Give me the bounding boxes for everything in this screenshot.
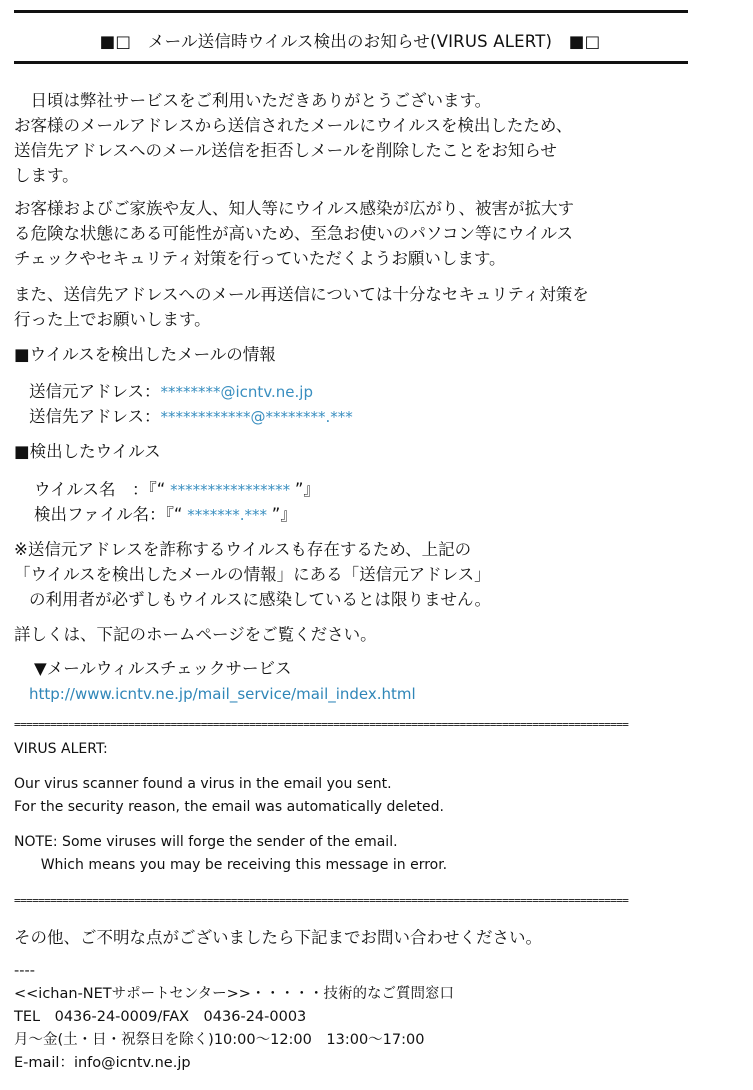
service-link-block xyxy=(14,682,416,707)
recipient-address-label: 送信先アドレス： xyxy=(29,407,161,426)
phone-fax-line: TEL 0436-24-0009/FAX 0436-24-0003 xyxy=(14,1009,307,1025)
mail-info-heading: ■ウイルスを検出したメールの情報 xyxy=(14,345,276,364)
support-center-line: <<ichan-NETサポートセンター>>・・・・・技術的なご質問窓口 xyxy=(14,986,454,1002)
support-email-line: E-mail：info@icntv.ne.jp xyxy=(14,1055,191,1071)
business-hours-line: 月～金(土・日・祝祭日を除く)10:00～12:00 13:00～17:00 xyxy=(14,1032,425,1048)
text-line: の利用者が必ずしもウイルスに感染しているとは限りません。 xyxy=(29,590,491,609)
text-line: また、送信先アドレスへのメール再送信については十分なセキュリティ対策を xyxy=(14,285,589,304)
recipient-address-value: ************@********.*** xyxy=(160,408,353,426)
top-rule xyxy=(14,10,688,13)
text-line: 行った上でお願いします。 xyxy=(14,310,211,329)
footer-dashes: ---- xyxy=(14,963,35,979)
contact-line: その他、ご不明な点がございましたら下記までお問い合わせください。 xyxy=(14,928,542,947)
english-note-1: NOTE: Some viruses will forge the sender of the email. xyxy=(14,834,398,850)
detected-file-row xyxy=(34,502,320,527)
alert-title: ■□ メール送信時ウイルス検出のお知らせ(VIRUS ALERT) ■□ xyxy=(99,32,601,51)
virus-info-details xyxy=(14,477,320,527)
text-line: 日頃は弊社サービスをご利用いただきありがとうございます。 xyxy=(14,91,492,110)
service-label: ▼メールウィルスチェックサービス xyxy=(34,659,292,678)
separator-line: ====================================================================================================== xyxy=(14,895,629,907)
english-note-2: Which means you may be receiving this message in error. xyxy=(14,857,448,873)
virus-info-heading: ■検出したウイルス xyxy=(14,442,161,461)
recipient-address-row xyxy=(29,404,353,429)
separator-line: ====================================================================================================== xyxy=(14,719,629,731)
english-line-1: Our virus scanner found a virus in the email you sent. xyxy=(14,776,392,792)
text-line: ※送信元アドレスを詐称するウイルスも存在するため、上記の xyxy=(14,540,472,559)
intro-paragraph-1 xyxy=(14,88,572,188)
intro-paragraph-2 xyxy=(14,196,574,271)
text-line: お客様およびご家族や友人、知人等にウイルス感染が広がり、被害が拡大す xyxy=(14,199,575,218)
text-line: します。 xyxy=(14,166,79,185)
sender-address-row xyxy=(29,379,353,404)
detected-file-close: ”』 xyxy=(271,505,297,524)
bottom-rule xyxy=(14,61,688,64)
text-line: チェックやセキュリティ対策を行っていただくようお願いします。 xyxy=(14,249,506,268)
virus-name-value: **************** xyxy=(165,481,295,499)
mail-info-details xyxy=(14,379,353,429)
english-heading: VIRUS ALERT: xyxy=(14,741,108,757)
mail-info-section xyxy=(14,342,276,367)
text-line: る危険な状態にある可能性が高いため、至急お使いのパソコン等にウイルス xyxy=(14,224,574,243)
details-section xyxy=(14,622,377,647)
detected-file-label: 検出ファイル名：『“ xyxy=(34,505,183,524)
virus-info-section xyxy=(14,439,161,464)
details-text: 詳しくは、下記のホームページをご覧ください。 xyxy=(14,625,377,644)
footer-support-block xyxy=(14,960,454,1075)
service-url-link[interactable]: http://www.icntv.ne.jp/mail_service/mail_index.html xyxy=(29,685,416,703)
english-line-2: For the security reason, the email was automatically deleted. xyxy=(14,799,444,815)
intro-paragraph-3 xyxy=(14,282,589,332)
virus-name-close: ”』 xyxy=(294,480,320,499)
sender-address-label: 送信元アドレス： xyxy=(29,382,161,401)
text-line: 送信先アドレスへのメール送信を拒否しメールを削除したことをお知らせ xyxy=(14,141,557,160)
spoof-note xyxy=(14,537,491,612)
service-block xyxy=(14,656,292,681)
text-line: 「ウイルスを検出したメールの情報」にある「送信元アドレス」 xyxy=(14,565,491,584)
sender-address-value: ********@icntv.ne.jp xyxy=(160,383,313,401)
english-section xyxy=(14,738,447,877)
text-line: お客様のメールアドレスから送信されたメールにウイルスを検出したため、 xyxy=(14,116,573,135)
footer-contact xyxy=(14,925,542,950)
virus-name-label: ウイルス名 ：『“ xyxy=(34,480,166,499)
virus-name-row xyxy=(34,477,320,502)
detected-file-value: *******.*** xyxy=(182,506,272,524)
